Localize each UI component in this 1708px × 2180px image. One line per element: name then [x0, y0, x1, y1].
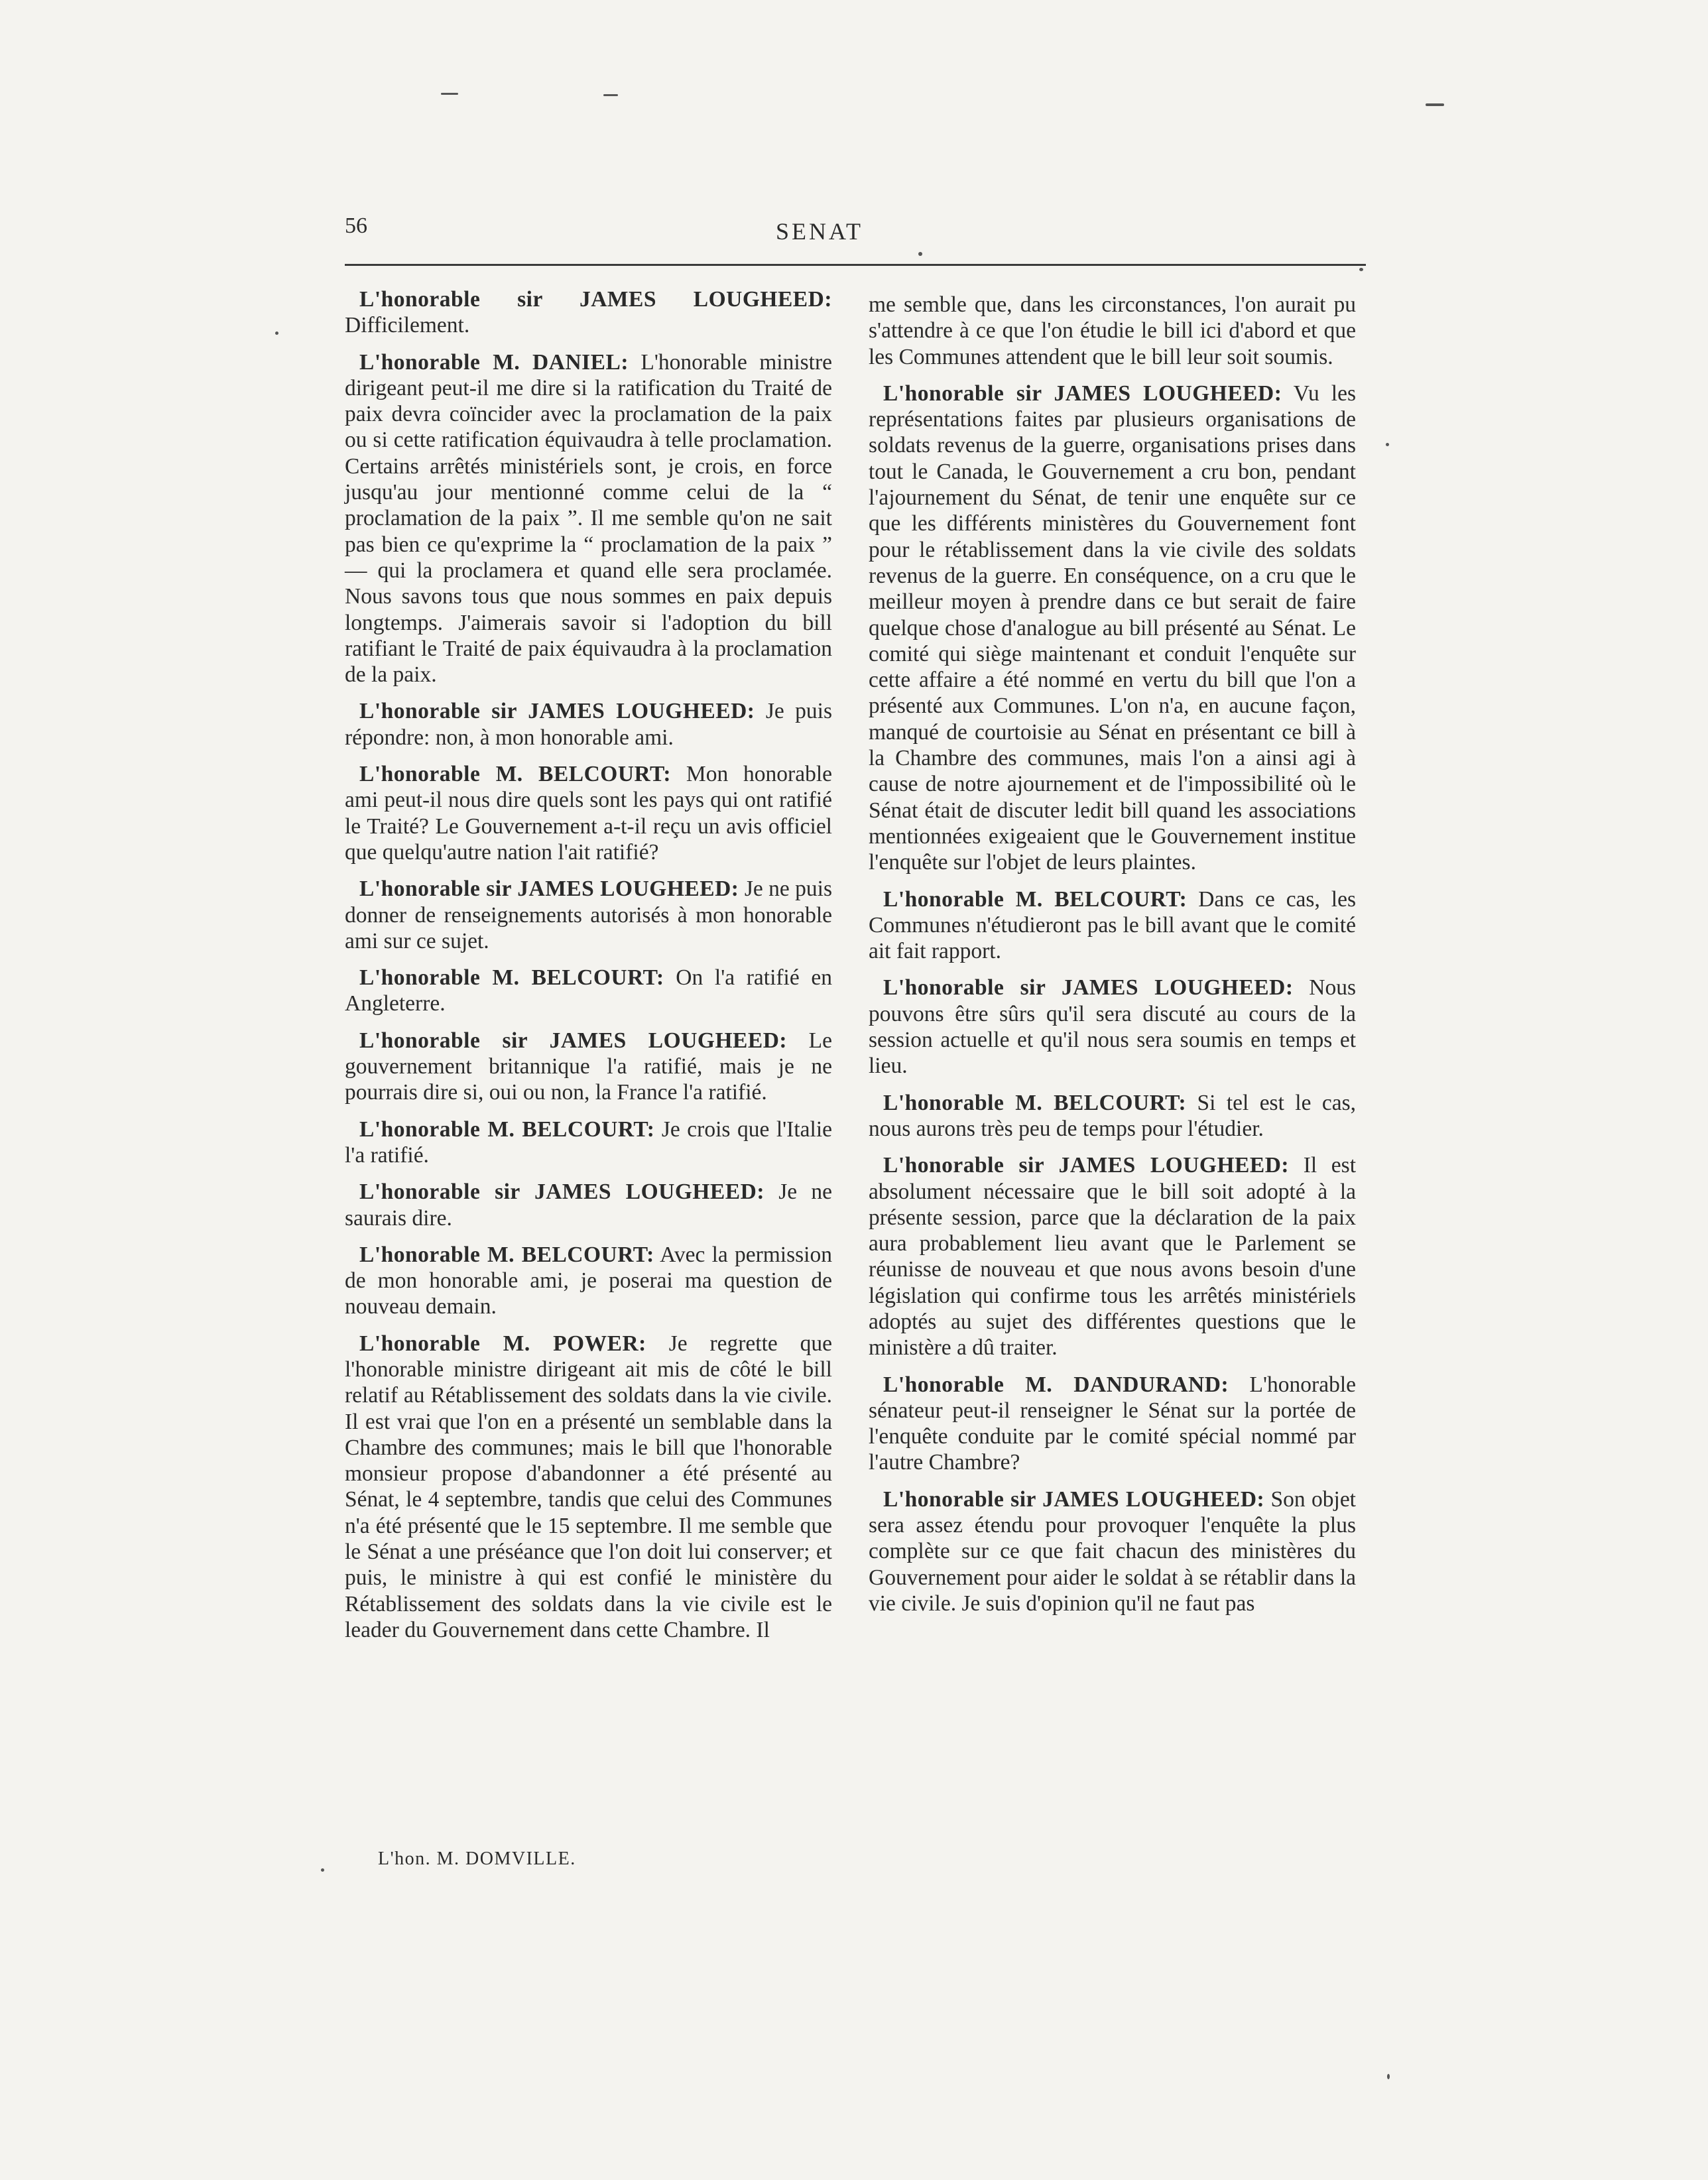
scan-speck — [1387, 2074, 1390, 2079]
scan-speck — [1426, 103, 1444, 106]
paragraph — [345, 1028, 832, 1106]
paragraph — [869, 1486, 1356, 1616]
footer-speaker-note: L'hon. M. DOMVILLE. — [378, 1848, 576, 1869]
speaker-name: L'honorable sir JAMES LOUGHEED: — [359, 1028, 788, 1053]
paragraph-text: Son objet sera assez étendu pour provoquer l'enquête la plus complète sur ce que fait chacun des ministères du Gouvernement pour aider le soldat à se rétablir dans la vie civile. Je suis d'opinion qu'il ne faut pas — [869, 1486, 1356, 1616]
paragraph-text: Je puis répondre: non, à mon honorable ami. — [345, 699, 833, 750]
paragraph — [345, 761, 832, 865]
paragraph-text: L'honorable ministre dirigeant peut-il me dire si la ratification du Traité de paix devra coïncider avec la proclamation de la paix ou si cette ratification équivaudra à telle proclamation. Certains arrêtés ministériels sont, je crois, en force jusqu'au jour mentionné comme celui de la “ proclamation de la paix ”. Il me semble qu'on ne sait pas bien ce qu'exprime la “ proclamation de la paix ” — qui la proclamera et quand elle sera proclamée. Nous savons tous que nous sommes en paix depuis longtemps. J'aimerais savoir si l'adoption du bill ratifiant le Traité de paix équivaudra à la proclamation de la paix. — [345, 349, 833, 688]
paragraph-text: me semble que, dans les circonstances, l'on aurait pu s'attendre à ce que l'on étudie le bill ici d'abord et que les Communes attendent que le bill leur soit soumis. — [869, 292, 1356, 369]
speaker-name: L'honorable M. BELCOURT: — [359, 1242, 654, 1267]
scan-speck — [441, 93, 458, 95]
speaker-name: L'honorable M. BELCOURT: — [359, 762, 672, 787]
scan-speck — [603, 94, 618, 96]
scan-speck — [918, 252, 922, 256]
running-title: SENAT — [776, 218, 864, 245]
paragraph-text: Avec la permission de mon honorable ami, je poserai ma question de nouveau demain. — [345, 1242, 832, 1319]
speaker-name: L'honorable M. DANDURAND: — [883, 1372, 1229, 1397]
paragraph-text: Mon honorable ami peut-il nous dire quels sont les pays qui ont ratifié le Traité? Le Gouvernement a-t-il reçu un avis officiel que quelqu'autre nation l'ait ratifié? — [345, 762, 832, 865]
speaker-name: L'honorable sir JAMES LOUGHEED: — [359, 877, 739, 902]
page-number: 56 — [345, 213, 367, 238]
paragraph — [869, 886, 1356, 965]
paragraph-text: Je crois que l'Italie l'a ratifié. — [345, 1117, 832, 1168]
speaker-name: L'honorable M. POWER: — [359, 1331, 646, 1356]
left-column — [345, 286, 832, 1851]
paragraph — [869, 1090, 1356, 1142]
speaker-name: L'honorable M. BELCOURT: — [883, 886, 1188, 912]
paragraph — [869, 975, 1356, 1079]
speaker-name: L'honorable sir JAMES LOUGHEED: — [359, 287, 832, 312]
paragraph — [869, 381, 1356, 876]
paragraph — [345, 1242, 832, 1320]
paragraph-text: Si tel est le cas, nous aurons très peu de temps pour l'étudier. — [869, 1090, 1356, 1141]
speaker-name: L'honorable M. BELCOURT: — [883, 1090, 1187, 1115]
speaker-name: L'honorable sir JAMES LOUGHEED: — [359, 1180, 764, 1205]
header-rule — [345, 264, 1366, 266]
paragraph-text: Dans ce cas, les Communes n'étudieront pas le bill avant que le comité ait fait rapport. — [869, 886, 1357, 964]
paragraph-text: Il est absolument nécessaire que le bill soit adopté à la présente session, parce que la déclaration de la paix aura probablement lieu avant que le Parlement se réunisse de nouveau et que nous avons besoin d'une législation qui confirme tous les arrêtés ministériels adoptés au sujet des différentes questions que le ministère a dû traiter. — [869, 1153, 1356, 1361]
paragraph-text: Le gouvernement britannique l'a ratifié, mais je ne pourrais dire si, oui ou non, la France l'a ratifié. — [345, 1028, 833, 1105]
speaker-name: L'honorable sir JAMES LOUGHEED: — [883, 1153, 1290, 1178]
paragraph — [345, 698, 832, 751]
speaker-name: L'honorable M. BELCOURT: — [359, 1117, 655, 1142]
paragraph-text: On l'a ratifié en Angleterre. — [345, 965, 832, 1016]
paragraph-text: Nous pouvons être sûrs qu'il sera discuté au cours de la session actuelle et qu'il nous sera soumis en temps et lieu. — [869, 975, 1357, 1079]
speaker-name: L'honorable sir JAMES LOUGHEED: — [883, 381, 1282, 406]
paragraph-text: Vu les représentations faites par plusieurs organisations de soldats revenus de la guerre, organisations prises dans tout le Canada, le Gouvernement a cru bon, pendant l'ajournement du Sénat, de tenir une enquête sur ce que les différents ministères du Gouvernement font pour le rétablissement dans la vie civile des soldats revenus de la guerre. En conséquence, on a cru que le meilleur moyen à prendre dans ce but serait de faire quelque chose d'analogue au bill présenté au Sénat. Le comité qui siège maintenant et conduit l'enquête sur cette affaire a été nommé en vertu du bill que l'on a présenté aux Communes. L'on n'a, en aucune façon, manqué de courtoisie au Sénat en présentant ce bill à la Chambre des communes, mais l'on a ainsi agi à cause de notre ajournement et de l'impossibilité où le Sénat était de discuter ledit bill quand les associations mentionnées exigeaient que le Gouvernement institue l'enquête sur l'objet de leurs plaintes. — [869, 381, 1356, 875]
scan-speck — [321, 1868, 324, 1872]
paragraph — [345, 1331, 832, 1644]
paragraph — [345, 1117, 832, 1169]
speaker-name: L'honorable sir JAMES LOUGHEED: — [359, 699, 755, 724]
right-column — [869, 292, 1356, 1863]
speaker-name: L'honorable M. BELCOURT: — [359, 965, 664, 991]
speaker-name: L'honorable sir JAMES LOUGHEED: — [883, 1486, 1265, 1512]
paragraph — [345, 876, 832, 954]
paragraph — [345, 965, 832, 1017]
scan-speck — [275, 332, 278, 335]
page-header — [345, 213, 1366, 253]
paragraph — [869, 1152, 1356, 1361]
paragraph-text: L'honorable sénateur peut-il renseigner le Sénat sur la portée de l'enquête conduite par le comité spécial nommé par l'autre Chambre? — [869, 1372, 1356, 1475]
paragraph — [345, 1179, 832, 1231]
paragraph — [869, 1372, 1356, 1476]
paragraph — [345, 349, 832, 688]
scan-speck — [1359, 268, 1363, 271]
speaker-name: L'honorable M. DANIEL: — [359, 349, 629, 375]
paragraph — [345, 286, 832, 339]
paragraph-text: Difficilement. — [345, 313, 470, 338]
speaker-name: L'honorable sir JAMES LOUGHEED: — [883, 975, 1294, 1000]
scan-speck — [1386, 443, 1389, 446]
paragraph-text: Je regrette que l'honorable ministre dirigeant ait mis de côté le bill relatif au Rétablissement des soldats dans la vie civile. Il est vrai que l'on en a présenté un semblable dans la Chambre des communes; mais le bill que l'honorable monsieur propose d'abandonner a été présenté au Sénat, le 4 septembre, tandis que celui des Communes n'a été présenté que le 15 septembre. Il me semble que le Sénat a une préséance que l'on doit lui conserver; et puis, le ministre à qui est confié le ministère du Rétablissement des soldats dans la vie civile est le leader du Gouvernement dans cette Chambre. Il — [345, 1331, 832, 1642]
paragraph-text: Je ne puis donner de renseignements autorisés à mon honorable ami sur ce sujet. — [345, 877, 833, 953]
paragraph — [869, 292, 1356, 370]
paragraph-text: Je ne saurais dire. — [345, 1180, 833, 1231]
